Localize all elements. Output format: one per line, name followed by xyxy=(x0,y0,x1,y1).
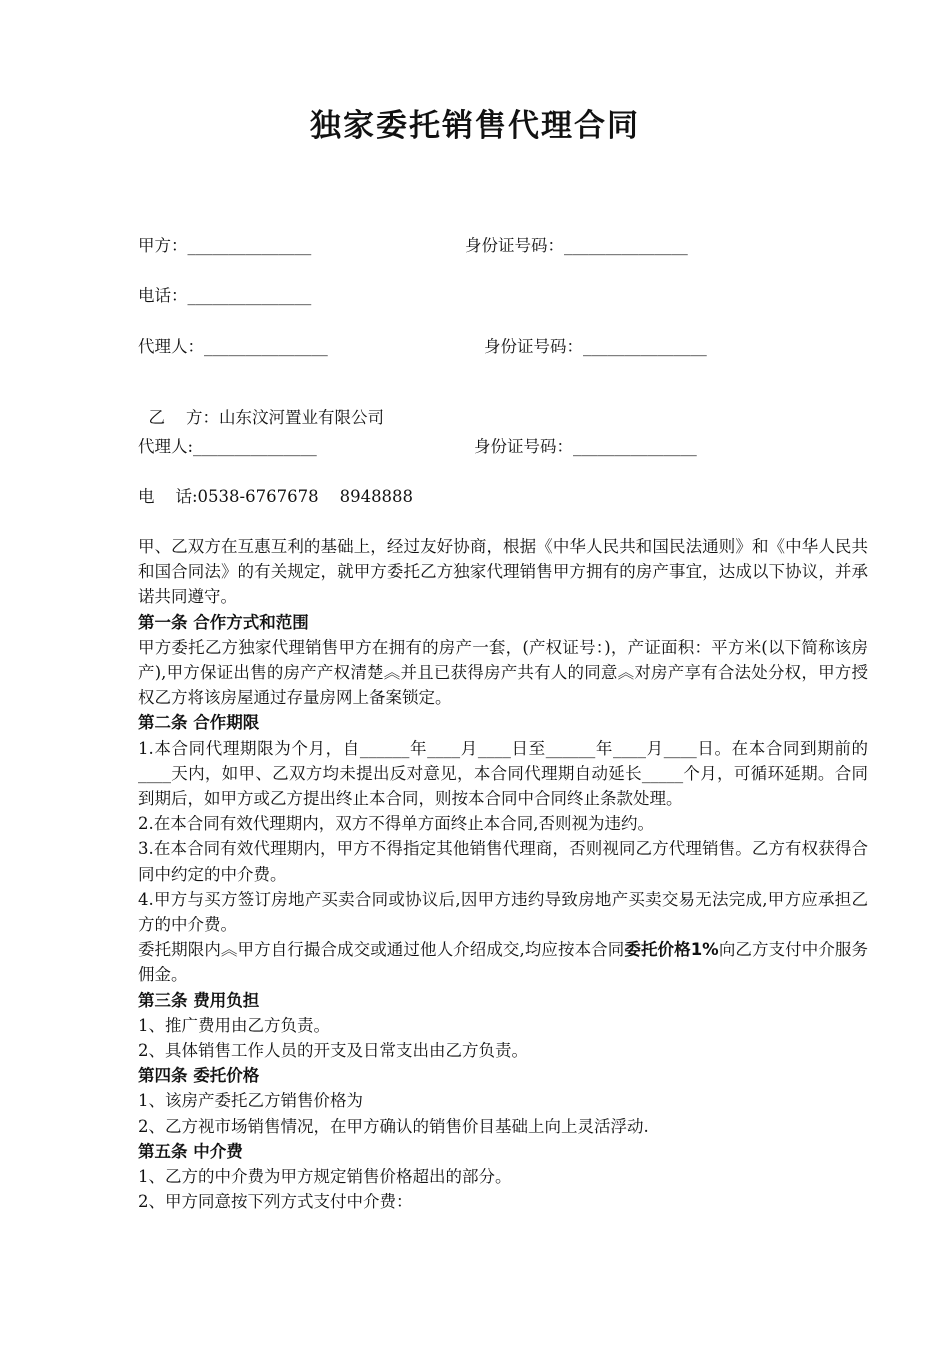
article-5-heading: 第五条 中介费 xyxy=(138,1141,243,1161)
article-2-clause-5-a: 委托期限内︽甲方自行撮合成交或通过他人介绍成交,均应按本合同 xyxy=(138,940,625,960)
commission-rate: 委托价格1% xyxy=(624,940,719,960)
party-b-name-field: 乙 方：山东汶河置业有限公司 xyxy=(148,408,384,427)
party-a-agent-id-field: 身份证号码：_______________ xyxy=(484,337,707,356)
party-b-agent-field: 代理人:_______________ xyxy=(138,437,317,456)
article-5-clause-2: 2、甲方同意按下列方式支付中介费： xyxy=(138,1192,413,1212)
party-b-phone-line xyxy=(138,486,413,508)
party-a-phone-line xyxy=(138,285,311,307)
party-a-agent-field: 代理人：_______________ xyxy=(138,337,328,356)
intro-paragraph: 甲、乙双方在互惠互利的基础上，经过友好协商，根据《中华人民共和国民法通则》和《中华人民共和国合同法》的有关规定，就甲方委托乙方独家代理销售甲方拥有的房产事宜，达成以下协议，并承诺共同遵守。 xyxy=(138,537,868,607)
article-1-text: 甲方委托乙方独家代理销售甲方在拥有的房产一套，(产权证号：)，产证面积：平方米(以下简称该房产),甲方保证出售的房产产权清楚︽并且已获得房产共有人的同意︽对房产享有合法处分权，甲方授权乙方将该房屋通过存量房网上备案锁定。 xyxy=(138,637,868,708)
article-4-clause-2: 2、乙方视市场销售情况，在甲方确认的销售价目基础上向上灵活浮动. xyxy=(138,1116,649,1136)
article-2-clause-3: 3.在本合同有效代理期内，甲方不得指定其他销售代理商，否则视同乙方代理销售。乙方有权获得合同中约定的中介费。 xyxy=(138,839,868,884)
article-2-clause-2: 2.在本合同有效代理期内，双方不得单方面终止本合同,否则视为违约。 xyxy=(138,814,654,834)
party-a-id-field: 身份证号码：_______________ xyxy=(465,236,688,255)
party-b-agent-line xyxy=(138,436,697,458)
party-a-agent-line xyxy=(138,336,707,358)
article-1-heading: 第一条 合作方式和范围 xyxy=(138,612,309,632)
article-3-clause-1: 1、推广费用由乙方负责。 xyxy=(138,1015,330,1035)
article-2-heading: 第二条 合作期限 xyxy=(138,713,260,733)
article-4-heading: 第四条 委托价格 xyxy=(138,1066,260,1086)
document-title: 独家委托销售代理合同 xyxy=(310,108,640,144)
party-a-phone-field: 电话：_______________ xyxy=(138,286,312,305)
article-3-clause-2: 2、具体销售工作人员的开支及日常支出由乙方负责。 xyxy=(138,1041,528,1061)
article-2-clause-5-c: 向乙方支付中介服务佣金。 xyxy=(138,940,869,985)
party-a-name-field: 甲方：_______________ xyxy=(138,236,312,255)
party-b-agent-id-field: 身份证号码：_______________ xyxy=(474,437,697,456)
party-b-phone-field: 电 话:0538-6767678 8948888 xyxy=(138,487,414,506)
article-2-clause-4: 4.甲方与买方签订房地产买卖合同或协议后,因甲方违约导致房地产买卖交易无法完成,甲方应承担乙方的中介费。 xyxy=(138,889,868,935)
article-2-clause-5 xyxy=(138,937,868,987)
article-5-clause-1: 1、乙方的中介费为甲方规定销售价格超出的部分。 xyxy=(138,1167,512,1187)
party-b-line xyxy=(138,385,384,429)
contract-body xyxy=(138,534,868,1214)
article-2-clause-1: 1.本合同代理期限为个月，自______年____月____日至______年____月____日。在本合同到期前的____天内，如甲、乙双方均未提出反对意见，本合同代理期自动延长_____个月，可循环延期。合同到期后，如甲方或乙方提出终止本合同，则按本合同中合同终止条款处理。 xyxy=(138,738,868,809)
article-4-clause-1: 1、该房产委托乙方销售价格为 xyxy=(138,1091,363,1111)
party-a-line xyxy=(138,235,688,257)
article-3-heading: 第三条 费用负担 xyxy=(138,990,260,1010)
